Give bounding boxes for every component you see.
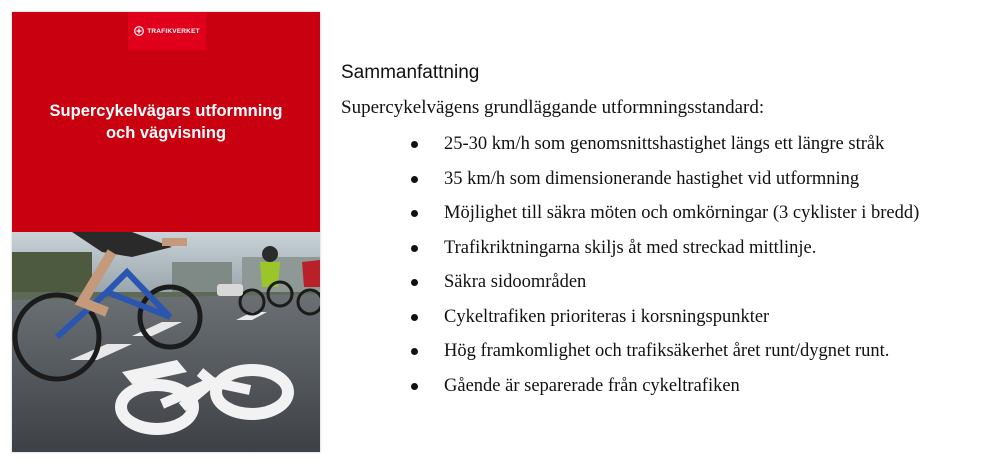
list-item-text: Gående är separerade från cykeltrafiken (444, 375, 740, 396)
cover-title (32, 100, 300, 144)
bullet-icon (411, 279, 418, 286)
report-cover (12, 12, 320, 452)
list-item (408, 165, 993, 200)
list-item (408, 234, 993, 269)
list-item (408, 337, 993, 372)
list-item (408, 199, 993, 234)
bullet-icon (411, 141, 418, 148)
standard-list (408, 130, 993, 406)
summary-heading: Sammanfattning (341, 62, 480, 83)
bullet-icon (411, 348, 418, 355)
list-item-text: Möjlighet till säkra möten och omkörningar (3 cyklister i bredd) (444, 203, 920, 223)
list-item-text: 35 km/h som dimensionerande hastighet vid utformning (444, 168, 860, 189)
cover-title-line-1: Supercykelvägars utformning (49, 102, 283, 120)
list-item (408, 130, 993, 165)
cover-red-panel (12, 12, 320, 232)
bullet-icon (411, 314, 418, 321)
list-item (408, 268, 993, 303)
list-item-text: Hög framkomlighet och trafiksäkerhet året runt/dygnet runt. (444, 341, 890, 361)
logo-text: TRAFIKVERKET (147, 27, 200, 35)
list-item-text: Trafikriktningarna skiljs åt med streckad mittlinje. (444, 237, 817, 258)
cover-title-line-2: och vägvisning (105, 124, 227, 142)
list-item-text: 25-30 km/h som genomsnittshastighet längs ett längre stråk (444, 134, 885, 154)
summary-intro: Supercykelvägens grundläggande utformningsstandard: (341, 97, 765, 118)
bullet-icon (411, 383, 418, 390)
trafikverket-logo (128, 12, 206, 50)
trafikverket-emblem-icon (134, 26, 144, 36)
list-item-text: Cykeltrafiken prioriteras i korsningspunkter (444, 306, 770, 327)
list-item-text: Säkra sidoområden (444, 272, 587, 292)
bullet-icon (411, 176, 418, 183)
list-item (408, 303, 993, 338)
list-item (408, 372, 993, 407)
bullet-icon (411, 210, 418, 217)
cyclists-on-bike-lane-photo (12, 232, 320, 452)
bullet-icon (411, 245, 418, 252)
